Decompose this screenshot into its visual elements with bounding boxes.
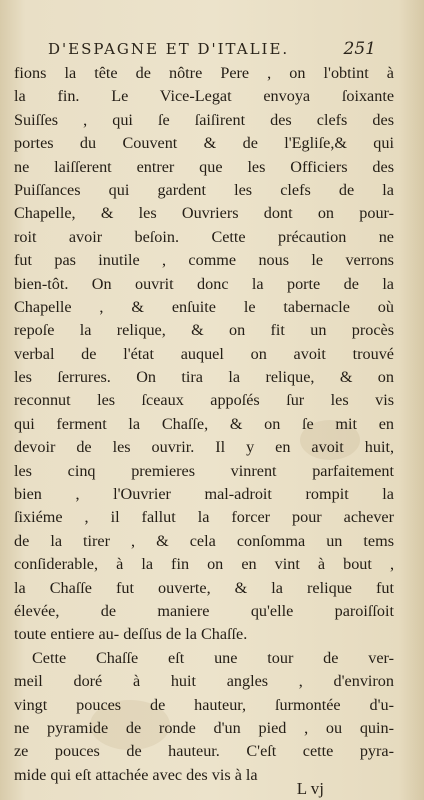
text-line: Suiſſes , qui ſe ſaiſirent des clefs des — [14, 110, 394, 129]
text-line: qui ferment la Chaſſe, & on ſe mit en — [14, 414, 394, 433]
signature-mark: L vj — [296, 779, 324, 798]
text-line: roit avoir beſoin. Cette précaution ne — [14, 227, 394, 246]
body-text — [14, 62, 394, 787]
running-title: D'ESPAGNE ET D'ITALIE. — [48, 40, 290, 58]
text-line: la Chaſſe fut ouverte, & la relique fut — [14, 578, 394, 597]
text-line: fut pas inutile , comme nous le verrons — [14, 251, 394, 270]
text-line: toute entiere au- deſſus de la Chaſſe. — [14, 625, 248, 644]
text-line: ne laiſſerent entrer que les Officiers des — [14, 157, 394, 176]
text-line: mide qui eſt attachée avec des vis à la — [14, 765, 258, 784]
text-line: Cette Chaſſe eſt une tour de ver- — [32, 648, 394, 667]
text-line: de la tirer , & cela conſomma un tems — [14, 531, 394, 550]
page-header — [48, 38, 376, 62]
text-line: Puiſſances qui gardent les clefs de la — [14, 180, 394, 199]
text-line: verbal de l'état auquel on avoit trouvé — [14, 344, 394, 363]
text-line: repoſe la relique, & on fit un procès — [14, 321, 394, 340]
text-line: les cinq premieres vinrent parfaitement — [14, 461, 394, 480]
text-line: les ſerrures. On tira la relique, & on — [14, 368, 394, 387]
text-line: bien , l'Ouvrier mal-adroit rompit la — [14, 485, 394, 504]
text-line: fions la tête de nôtre Pere , on l'obtint à — [14, 64, 394, 82]
page-number: 251 — [343, 39, 376, 59]
text-line: bien-tôt. On ouvrit donc la porte de la — [14, 274, 394, 293]
text-line: reconnut les ſceaux appoſés ſur les vis — [14, 391, 394, 410]
text-line: conſiderable, à la fin on en vint à bout , — [14, 555, 394, 574]
text-line: meil doré à huit angles , d'environ — [14, 672, 394, 691]
text-line: élevée, de maniere qu'elle paroiſſoit — [14, 601, 394, 620]
text-line: Chapelle , & enſuite le tabernacle où — [14, 297, 394, 316]
text-line: vingt pouces de hauteur, ſurmontée d'u- — [14, 695, 394, 714]
text-line: Chapelle, & les Ouvriers dont on pour- — [14, 204, 394, 223]
text-line: ſixiéme , il fallut la forcer pour achever — [14, 508, 394, 527]
text-line: la fin. Le Vice-Legat envoya ſoixante — [14, 87, 394, 106]
text-line: portes du Couvent & de l'Egliſe,& qui — [14, 134, 394, 153]
text-line: devoir de les ouvrir. Il y en avoit huit, — [14, 438, 394, 457]
text-line: ne pyramide de ronde d'un pied , ou quin- — [14, 718, 394, 737]
text-line: ze pouces de hauteur. C'eſt cette pyra- — [14, 742, 394, 761]
